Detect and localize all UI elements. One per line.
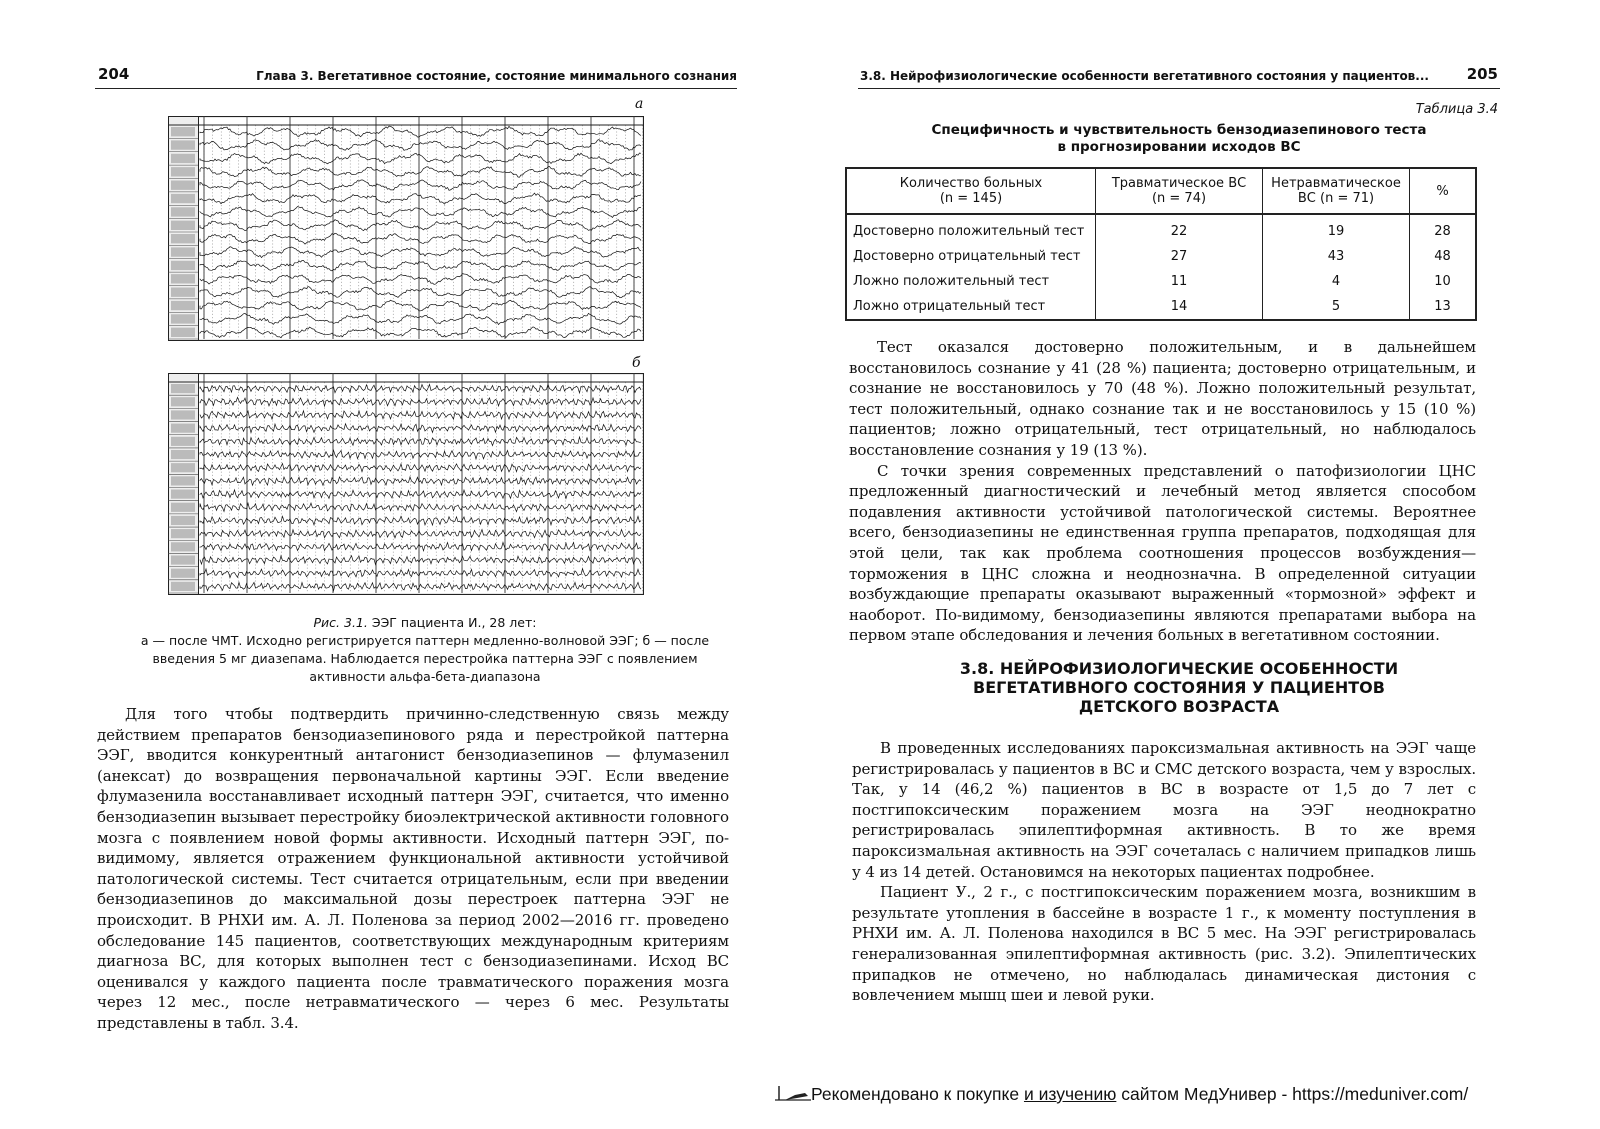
table-cell: 27: [1096, 244, 1263, 269]
table-cell: Ложно отрицательный тест: [846, 294, 1096, 320]
table-cell: 4: [1263, 269, 1410, 294]
table-row: [846, 269, 1476, 294]
medical-logo-icon: [775, 1084, 811, 1104]
table-cell: 13: [1410, 294, 1477, 320]
right-body-text-bottom: [852, 738, 1476, 1006]
figure-label-b: б: [632, 355, 641, 371]
table-header-count: Количество больных (n = 145): [846, 168, 1096, 214]
table-cell: 43: [1263, 244, 1410, 269]
eeg-trace-b-graphic: [168, 373, 644, 595]
table-header-row: [846, 168, 1476, 214]
right-page: [849, 0, 1500, 1129]
table-cell: 28: [1410, 214, 1477, 244]
table-cell: 48: [1410, 244, 1477, 269]
running-head-left: [95, 66, 737, 89]
table-title: Специфичность и чувствительность бензодиазепинового теста в прогнозировании исходов ВС: [931, 122, 1427, 155]
running-title-right: 3.8. Нейрофизиологические особенности вегетативного состояния у пациентов...: [860, 69, 1429, 83]
footer-ad: Рекомендовано к покупке и изучению сайтом МедУнивер - https://meduniver.com/: [775, 1084, 1468, 1105]
running-head-right: [858, 66, 1500, 89]
right-paragraph-2: С точки зрения современных представлений о патофизиологии ЦНС предложенный диагностический и лечебный метод является способом подавления активности устойчивой патологической системы. Вероятнее всего, бензодиазепины не единственная группа препаратов, подходящая для этой цели, так как проблема соотношения процессов возбуждения—торможения в ЦНС сложна и неоднозначна. В определенной ситуации возбуждающие препараты оказывают выраженный «тормозной» эффект и наоборот. По-видимому, бензодиазепины являются препаратами выбора на первом этапе обследования и лечения больных в вегетативном состоянии.: [849, 461, 1476, 645]
section-heading: 3.8. НЕЙРОФИЗИОЛОГИЧЕСКИЕ ОСОБЕННОСТИ ВЕГЕТАТИВНОГО СОСТОЯНИЯ У ПАЦИЕНТОВ ДЕТСКОГО ВОЗРАСТА: [959, 659, 1399, 716]
table-cell: Ложно положительный тест: [846, 269, 1096, 294]
eeg-recording-a: [168, 116, 644, 341]
eeg-recording-b: [168, 373, 644, 595]
page-number-right: 205: [1466, 65, 1498, 83]
figure-caption: [125, 614, 725, 686]
table-cell: 19: [1263, 214, 1410, 244]
right-body-text-top: [849, 337, 1476, 646]
left-paragraph: Для того чтобы подтвердить причинно-следственную связь между действием препаратов бензодиазепинового ряда и перестройкой паттерна ЭЭГ, вводится конкурентный антагонист бензодиазепинов — флумазенил (анексат) до возвращения первоначальной картины ЭЭГ. Если введение флумазенила восстанавливает исходный паттерн ЭЭГ, считается, что именно бензодиазепин вызывает перестройку биоэлектрической активности головного мозга с появлением новой формы активности. Исходный паттерн ЭЭГ, по-видимому, является отражением функциональной активности устойчивой патологической системы. Тест считается отрицательным, если при введении бензодиазепинов до максимальной дозы перестроек паттерна ЭЭГ не происходит. В РНХИ им. А. Л. Поленова за период 2002—2016 гг. проведено обследование 145 пациентов, соответствующих международным критериям диагноза ВС, для которых выполнен тест с бензодиазепинами. Исход ВС оценивался у каждого пациента после травматического поражения мозга через 12 мес., после нетравматического — через 6 мес. Результаты представлены в табл. 3.4.: [97, 705, 729, 1032]
table-cell: 10: [1410, 269, 1477, 294]
figure-caption-body: а — после ЧМТ. Исходно регистрируется паттерн медленно-волновой ЭЭГ; б — после введения 5 мг диазепама. Наблюдается перестройка паттерна ЭЭГ с появлением активности альфа-бета-диапазона: [140, 633, 710, 684]
figure-caption-title: Рис. 3.1. ЭЭГ пациента И., 28 лет:: [313, 615, 537, 630]
table-row: [846, 214, 1476, 244]
table-row: [846, 294, 1476, 320]
table-row: [846, 244, 1476, 269]
results-table: [845, 167, 1477, 321]
table-header-traumatic: Травматическое ВС (n = 74): [1096, 168, 1263, 214]
eeg-trace-a-graphic: [168, 116, 644, 341]
table-header-nontraumatic: Нетравматическое ВС (n = 71): [1263, 168, 1410, 214]
right-paragraph-1: Тест оказался достоверно положительным, и в дальнейшем восстановилось сознание у 41 (28 %) пациента; достоверно отрицательным, и сознание не восстановилось у 70 (48 %). Ложно положительный результат, тест положительный, однако сознание так и не восстановилось у 15 (10 %) пациентов; ложно отрицательный, тест отрицательный, но наблюдалось восстановление сознания у 19 (13 %).: [849, 338, 1476, 459]
right-paragraph-3: В проведенных исследованиях пароксизмальная активность на ЭЭГ чаще регистрировалась у пациентов в ВС и СМС детского возраста, чем у взрослых. Так, у 14 (46,2 %) пациентов в ВС в возрасте от 1,5 до 7 лет с постгипоксическим поражением мозга на ЭЭГ неоднократно регистрировалась эпилептиформная активность. В то же время пароксизмальная активность на ЭЭГ сочеталась с наличием припадков лишь у 4 из 14 детей. Остановимся на некоторых пациентах подробнее.: [852, 739, 1476, 881]
running-title-left: Глава 3. Вегетативное состояние, состояние минимального сознания: [256, 69, 737, 83]
table-cell: 22: [1096, 214, 1263, 244]
right-paragraph-4: Пациент У., 2 г., с постгипоксическим поражением мозга, возникшим в результате утопления в бассейне в возрасте 1 г., к моменту поступления в РНХИ им. А. Л. Поленова находился в ВС 5 мес. На ЭЭГ регистрировалась генерализованная эпилептиформная активность (рис. 3.2). Эпилептических припадков не отмечено, но наблюдалась динамическая дистония с вовлечением мышц шеи и левой руки.: [852, 883, 1476, 1005]
left-page: [95, 0, 737, 1129]
table-cell: Достоверно положительный тест: [846, 214, 1096, 244]
table-label: Таблица 3.4: [1415, 102, 1498, 117]
table-cell: Достоверно отрицательный тест: [846, 244, 1096, 269]
page-number-left: 204: [98, 65, 130, 83]
table-cell: 14: [1096, 294, 1263, 320]
table-header-percent: %: [1410, 168, 1477, 214]
table-cell: 5: [1263, 294, 1410, 320]
table-cell: 11: [1096, 269, 1263, 294]
figure-label-a: а: [635, 96, 644, 112]
left-body-text: [97, 704, 729, 1034]
